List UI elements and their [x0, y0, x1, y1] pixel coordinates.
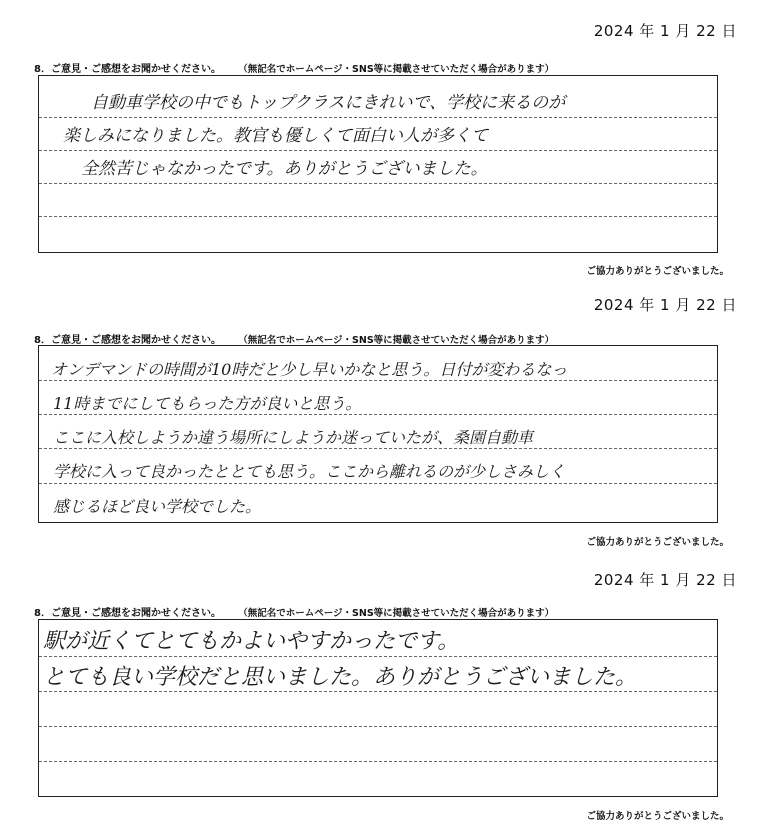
question-label: 8．ご意見・ご感想をお聞かせください。 — [34, 64, 221, 75]
thanks-label: ご協力ありがとうございました。 — [586, 266, 729, 277]
comment-box — [38, 345, 718, 523]
comment-box — [38, 75, 718, 253]
date-label: 2024 年 1 月 22 日 — [593, 296, 737, 314]
handwritten-line-1: 駅が近くてとてもかよいやすかったです。 — [43, 629, 460, 654]
handwritten-line-3: 全然苦じゃなかったです。ありがとうございました。 — [81, 159, 488, 179]
handwritten-line-4: 学校に入って良かったととても思う。ここから離れるのが少しさみしく — [53, 462, 566, 481]
question-label: 8．ご意見・ご感想をお聞かせください。 — [34, 335, 221, 346]
handwritten-line-1: オンデマンドの時間が10時だと少し早いかなと思う。日付が変わるなっ — [51, 360, 568, 379]
handwritten-line-2: 11時までにしてもらった方が良いと思う。 — [53, 394, 362, 413]
date-label: 2024 年 1 月 22 日 — [593, 571, 737, 589]
question-line — [34, 604, 554, 619]
publication-note: （無記名でホームページ・SNS等に掲載させていただく場合があります） — [242, 335, 555, 346]
handwritten-line-5: 感じるほど良い学校でした。 — [53, 497, 262, 516]
comment-box — [38, 619, 718, 797]
handwritten-line-1: 自動車学校の中でもトップクラスにきれいで、学校に来るのが — [91, 93, 566, 113]
handwritten-line-2: 楽しみになりました。教官も優しくて面白い人が多くて — [63, 126, 488, 146]
publication-note: （無記名でホームページ・SNS等に掲載させていただく場合があります） — [242, 64, 555, 75]
handwritten-line-3: ここに入校しようか違う場所にしようか迷っていたが、桑園自動車 — [53, 428, 534, 447]
date-label: 2024 年 1 月 22 日 — [593, 22, 737, 40]
thanks-label: ご協力ありがとうございました。 — [586, 811, 729, 822]
handwritten-line-2: とても良い学校だと思いました。ありがとうございました。 — [43, 665, 638, 690]
question-label: 8．ご意見・ご感想をお聞かせください。 — [34, 608, 221, 619]
question-line — [34, 60, 554, 75]
publication-note: （無記名でホームページ・SNS等に掲載させていただく場合があります） — [242, 608, 555, 619]
question-line — [34, 331, 554, 346]
thanks-label: ご協力ありがとうございました。 — [586, 537, 729, 548]
